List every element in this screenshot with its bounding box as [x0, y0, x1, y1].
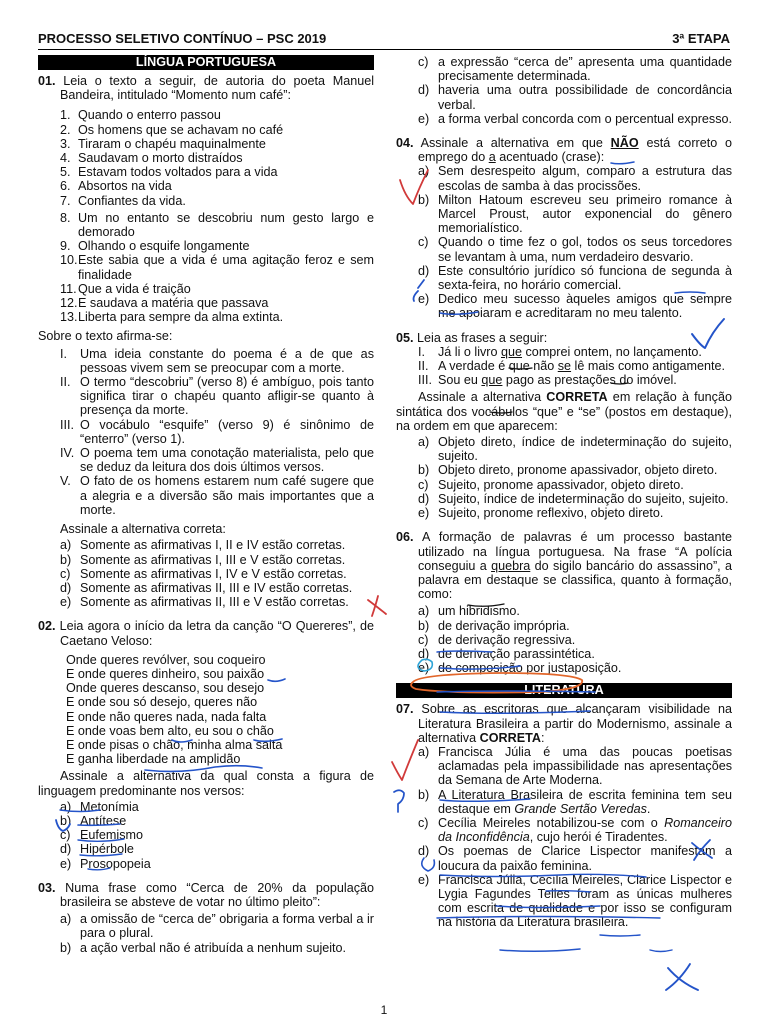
- verse-line: 4. Saudavam o morto distraídos: [60, 151, 243, 166]
- question-text: Numa frase como “Cerca de 20% da população brasileira se absteve de votar no último pleito”:: [60, 880, 375, 909]
- answer-option-c[interactable]: c) a expressão “cerca de” apresenta uma quantidade precisamente determinada.: [418, 55, 732, 84]
- question-number: 07.: [396, 702, 414, 717]
- answer-option-a[interactable]: a) Metonímia: [60, 799, 139, 814]
- question-06: 06. A formação de palavras é um processo bastante utilizado na língua portuguesa. Na frase “A polícia conseguiu a quebra do sigilo bancário do assassino”, a palavra em destaque se classifica, quanto à formação, como: a) um hibridismo. b) de derivação imprópria. c) de derivação regressiva. d) de derivação parassintética. e) de composição por justaposição.: [396, 530, 733, 676]
- verse-line: 1. Quando o enterro passou: [60, 108, 221, 123]
- statement: V. O fato de os homens estarem num café sugere que a alegria e a diversão são mais importantes que a morte.: [60, 474, 374, 517]
- statement: III. O vocábulo “esquife” (verso 9) é sinônimo de “enterro” (verso 1).: [60, 417, 374, 446]
- answer-option-e[interactable]: e) Prosopopeia: [60, 856, 151, 871]
- answer-option-a[interactable]: a) a omissão de “cerca de” obrigaria a forma verbal a ir para o plural.: [60, 912, 374, 941]
- lyric-line: Onde queres descanso, sou desejo: [66, 681, 265, 696]
- answer-option-c[interactable]: c) Eufemismo: [60, 828, 143, 843]
- answer-option-a[interactable]: a) Francisca Júlia é uma das poucas poetisas aclamadas pela impassibilidade nas apresentações da Semana de Arte Moderna.: [418, 744, 732, 788]
- section-bar-portuguese: LÍNGUA PORTUGUESA: [38, 55, 374, 70]
- question-number: 01.: [38, 74, 56, 88]
- verse-line: 13.Liberta para sempre da alma extinta.: [60, 310, 284, 325]
- answer-option-e[interactable]: e) a forma verbal concorda com o percentual expresso.: [418, 111, 733, 126]
- verse-line: 2. Os homens que se achavam no café: [60, 122, 284, 137]
- section-bar-literature: LITERATURA: [396, 683, 732, 698]
- answer-option-d[interactable]: d) Sujeito, índice de indeterminação do sujeito, sujeito.: [418, 491, 729, 506]
- statement: II. O termo “descobriu” (verso 8) é ambíguo, pois tanto significa tirar o chapéu quanto afligir-se quanto à presença da morte.: [60, 375, 374, 418]
- question-text: Leia as frases a seguir:: [417, 330, 548, 345]
- answer-option-a[interactable]: a) Objeto direto, índice de indeterminação do sujeito, sujeito.: [418, 435, 732, 464]
- verse-line: 6. Absortos na vida: [60, 179, 172, 194]
- emphasis-nao: NÃO: [610, 136, 639, 151]
- answer-option-d[interactable]: d) Este consultório jurídico só funciona de segunda à sexta-feira, no horário comercial.: [418, 263, 732, 293]
- verse-line: 5. Estavam todos voltados para a vida: [60, 165, 278, 180]
- question-number: 04.: [396, 136, 414, 151]
- verse-line: 9. Olhando o esquife longamente: [60, 239, 250, 254]
- question-command: Assinale a alternativa correta:: [60, 522, 226, 537]
- answer-option-c[interactable]: c) Quando o time fez o gol, todos os seus torcedores se levantam à uma, num verdadeiro desvario.: [418, 235, 732, 264]
- question-number: 03.: [38, 880, 56, 895]
- answer-option-b[interactable]: b) de derivação imprópria.: [418, 618, 570, 633]
- page-number: 1: [380, 1003, 388, 1017]
- statements-intro: Sobre o texto afirma-se:: [38, 329, 173, 344]
- answer-option-c[interactable]: c) Sujeito, pronome apassivador, objeto direto.: [418, 477, 684, 492]
- header-divider: [38, 49, 730, 50]
- question-01: [38, 74, 374, 609]
- question-04: 04. Assinale a alternativa em que NÃO está correto o emprego do a acentuado (crase): a) Sem desrespeito algum, comparo a estrutura das escolas de samba à das procissões. b) Milton Hatoum escreveu seu primeiro romance à Marcel Proust, autor exponencial do gênero memorialístico. c) Quando o time fez o gol, todos os seus torcedores se levantam à uma, num verdadeiro desvario. d) Este consultório jurídico só funciona de segunda à sexta-feira, no horário comercial. e) Dedico meu sucesso àqueles amigos que sempre me apoiaram e acreditaram no meu talento.: [396, 136, 732, 321]
- left-column: [38, 55, 374, 955]
- verse-line: 8. Um no entanto se descobriu num gesto largo e demorado: [60, 210, 374, 240]
- answer-option-e[interactable]: e) Somente as afirmativas II, III e V estão corretas.: [60, 595, 349, 610]
- answer-option-b[interactable]: b) a ação verbal não é atribuída a nenhum sujeito.: [60, 940, 347, 955]
- verse-line: 7. Confiantes da vida.: [60, 193, 186, 208]
- lyric-line: Onde queres revólver, sou coqueiro: [66, 652, 266, 667]
- exam-title: PROCESSO SELETIVO CONTÍNUO – PSC 2019: [38, 31, 327, 46]
- answer-option-d[interactable]: d) de derivação parassintética.: [418, 646, 595, 661]
- answer-option-b[interactable]: b) Somente as afirmativas I, III e V estão corretas.: [60, 552, 346, 567]
- question-text: Leia agora o início da letra da canção “O Quereres”, de Caetano Veloso:: [59, 619, 375, 648]
- question-number: 02.: [38, 619, 56, 634]
- answer-option-c[interactable]: c) Cecília Meireles notabilizou-se com o Romanceiro da Inconfidência, cujo herói é Tiradentes.: [418, 815, 732, 845]
- question-number: 05.: [396, 330, 414, 345]
- lyric-line: E onde pisas o chão, minha alma salta: [66, 737, 283, 752]
- answer-option-a[interactable]: a) Sem desrespeito algum, comparo a estrutura das escolas de samba à das procissões.: [418, 164, 732, 193]
- exam-stage: 3ª ETAPA: [672, 31, 730, 46]
- lyric-line: E onde não queres nada, nada falta: [66, 709, 267, 724]
- answer-option-d[interactable]: d) Hipérbole: [60, 842, 134, 857]
- answer-option-e[interactable]: e) Francisca Júlia, Cecília Meireles, Clarice Lispector e Lygia Fagundes Telles foram as únicas mulheres com escrita de qualidade e por isso se configuram na história da Literatura brasileira.: [418, 872, 732, 930]
- question-text: Leia o texto a seguir, de autoria do poeta Manuel Bandeira, intitulado “Momento num café”:: [60, 74, 375, 103]
- question-07: 07. Sobre as escritoras que alcançaram visibilidade na Literatura Brasileira a partir do Modernismo, assinale a alternativa CORRETA: a) Francisca Júlia é uma das poucas poetisas aclamadas pela impassibilidade nas apresentações da Semana de Arte Moderna. b) A Literatura Brasileira de escrita feminina tem seu destaque em Grande Sertão Veredas. c) Cecília Meireles notabilizou-se com o Romanceiro da Inconfidência, cujo herói é Tiradentes. d) Os poemas de Clarice Lispector manifestam a loucura da paixão feminina. e) Francisca Júlia, Cecília Meireles, Clarice Lispector e Lygia Fagundes Telles foram as únicas mulheres com escrita de qualidade e por isso se configuram na história da Literatura brasileira.: [396, 702, 733, 930]
- sentence: III. Sou eu que pago as prestações do imóvel.: [418, 373, 677, 388]
- song-lyrics: [38, 653, 374, 767]
- sentence: II. A verdade é que não se lê mais como antigamente.: [418, 359, 726, 374]
- answer-option-b[interactable]: b) Antítese: [60, 813, 127, 828]
- underline-mark: [600, 935, 640, 936]
- statement: IV. O poema tem uma conotação materialista, pelo que se deduz da leitura dos dois últimos versos.: [60, 446, 374, 475]
- poem: [38, 108, 374, 324]
- answer-option-c[interactable]: c) Somente as afirmativas I, IV e V estão corretas.: [60, 566, 347, 581]
- answer-option-c[interactable]: c) de derivação regressiva.: [418, 632, 576, 647]
- answer-option-d[interactable]: d) Somente as afirmativas II, III e IV estão corretas.: [60, 580, 353, 595]
- underline-mark: [500, 949, 580, 951]
- verse-line: 12.E saudava a matéria que passava: [60, 296, 269, 311]
- answer-option-e[interactable]: e) Sujeito, pronome reflexivo, objeto direto.: [418, 506, 664, 521]
- question-03: [38, 881, 374, 955]
- verse-line: 3. Tiraram o chapéu maquinalmente: [60, 136, 266, 151]
- right-column: [396, 55, 732, 930]
- question-02: [38, 619, 374, 870]
- x-mark: [666, 964, 698, 990]
- underline-mark: [650, 950, 672, 952]
- verse-line: 10.Este sabia que a vida é uma agitação feroz e sem finalidade: [60, 253, 374, 282]
- answer-option-e[interactable]: e) de composição por justaposição.: [418, 661, 622, 676]
- answer-option-b[interactable]: b) Milton Hatoum escreveu seu primeiro romance à Marcel Proust, autor exponencial do gênero memorialístico.: [418, 192, 732, 236]
- answer-option-a[interactable]: a) um hibridismo.: [418, 604, 520, 619]
- lyric-line: E ganha liberdade na amplidão: [66, 752, 241, 767]
- answer-option-b[interactable]: b) A Literatura Brasileira de escrita feminina tem seu destaque em Grande Sertão Veredas.: [418, 787, 732, 816]
- answer-option-e[interactable]: e) Dedico meu sucesso àqueles amigos que sempre me apoiaram e acreditaram no meu talento.: [418, 292, 732, 321]
- verse-line: 11.Que a vida é traição: [60, 281, 191, 296]
- page-header: [38, 32, 730, 48]
- question-number: 06.: [396, 530, 414, 545]
- lyric-line: E onde voas bem alto, eu sou o chão: [66, 723, 274, 738]
- answer-option-d[interactable]: d) haveria uma outra possibilidade de concordância verbal.: [418, 83, 732, 112]
- highlighted-word: quebra: [491, 558, 531, 573]
- sentence: I. Já li o livro que comprei ontem, no lançamento.: [418, 344, 702, 359]
- answer-option-d[interactable]: d) Os poemas de Clarice Lispector manifestam a loucura da paixão feminina.: [418, 844, 732, 873]
- question-command: Assinale a alternativa CORRETA em relação à função sintática dos vocábulos “que” e “se” (postos em destaque), na ordem em que aparecem:: [396, 390, 732, 433]
- question-05: [396, 331, 732, 521]
- lyric-line: E onde queres dinheiro, sou paixão: [66, 666, 265, 681]
- answer-option-a[interactable]: a) Somente as afirmativas I, II e IV estão corretas.: [60, 538, 346, 553]
- question-03-continued: [396, 55, 732, 126]
- answer-option-b[interactable]: b) Objeto direto, pronome apassivador, objeto direto.: [418, 463, 718, 478]
- question-command: Assinale a alternativa da qual consta a figura de linguagem predominante nos versos:: [38, 769, 374, 798]
- statement: I. Uma ideia constante do poema é a de que as pessoas vivem sem se preocupar com a morte.: [60, 346, 374, 375]
- lyric-line: E onde sou só desejo, queres não: [66, 695, 258, 710]
